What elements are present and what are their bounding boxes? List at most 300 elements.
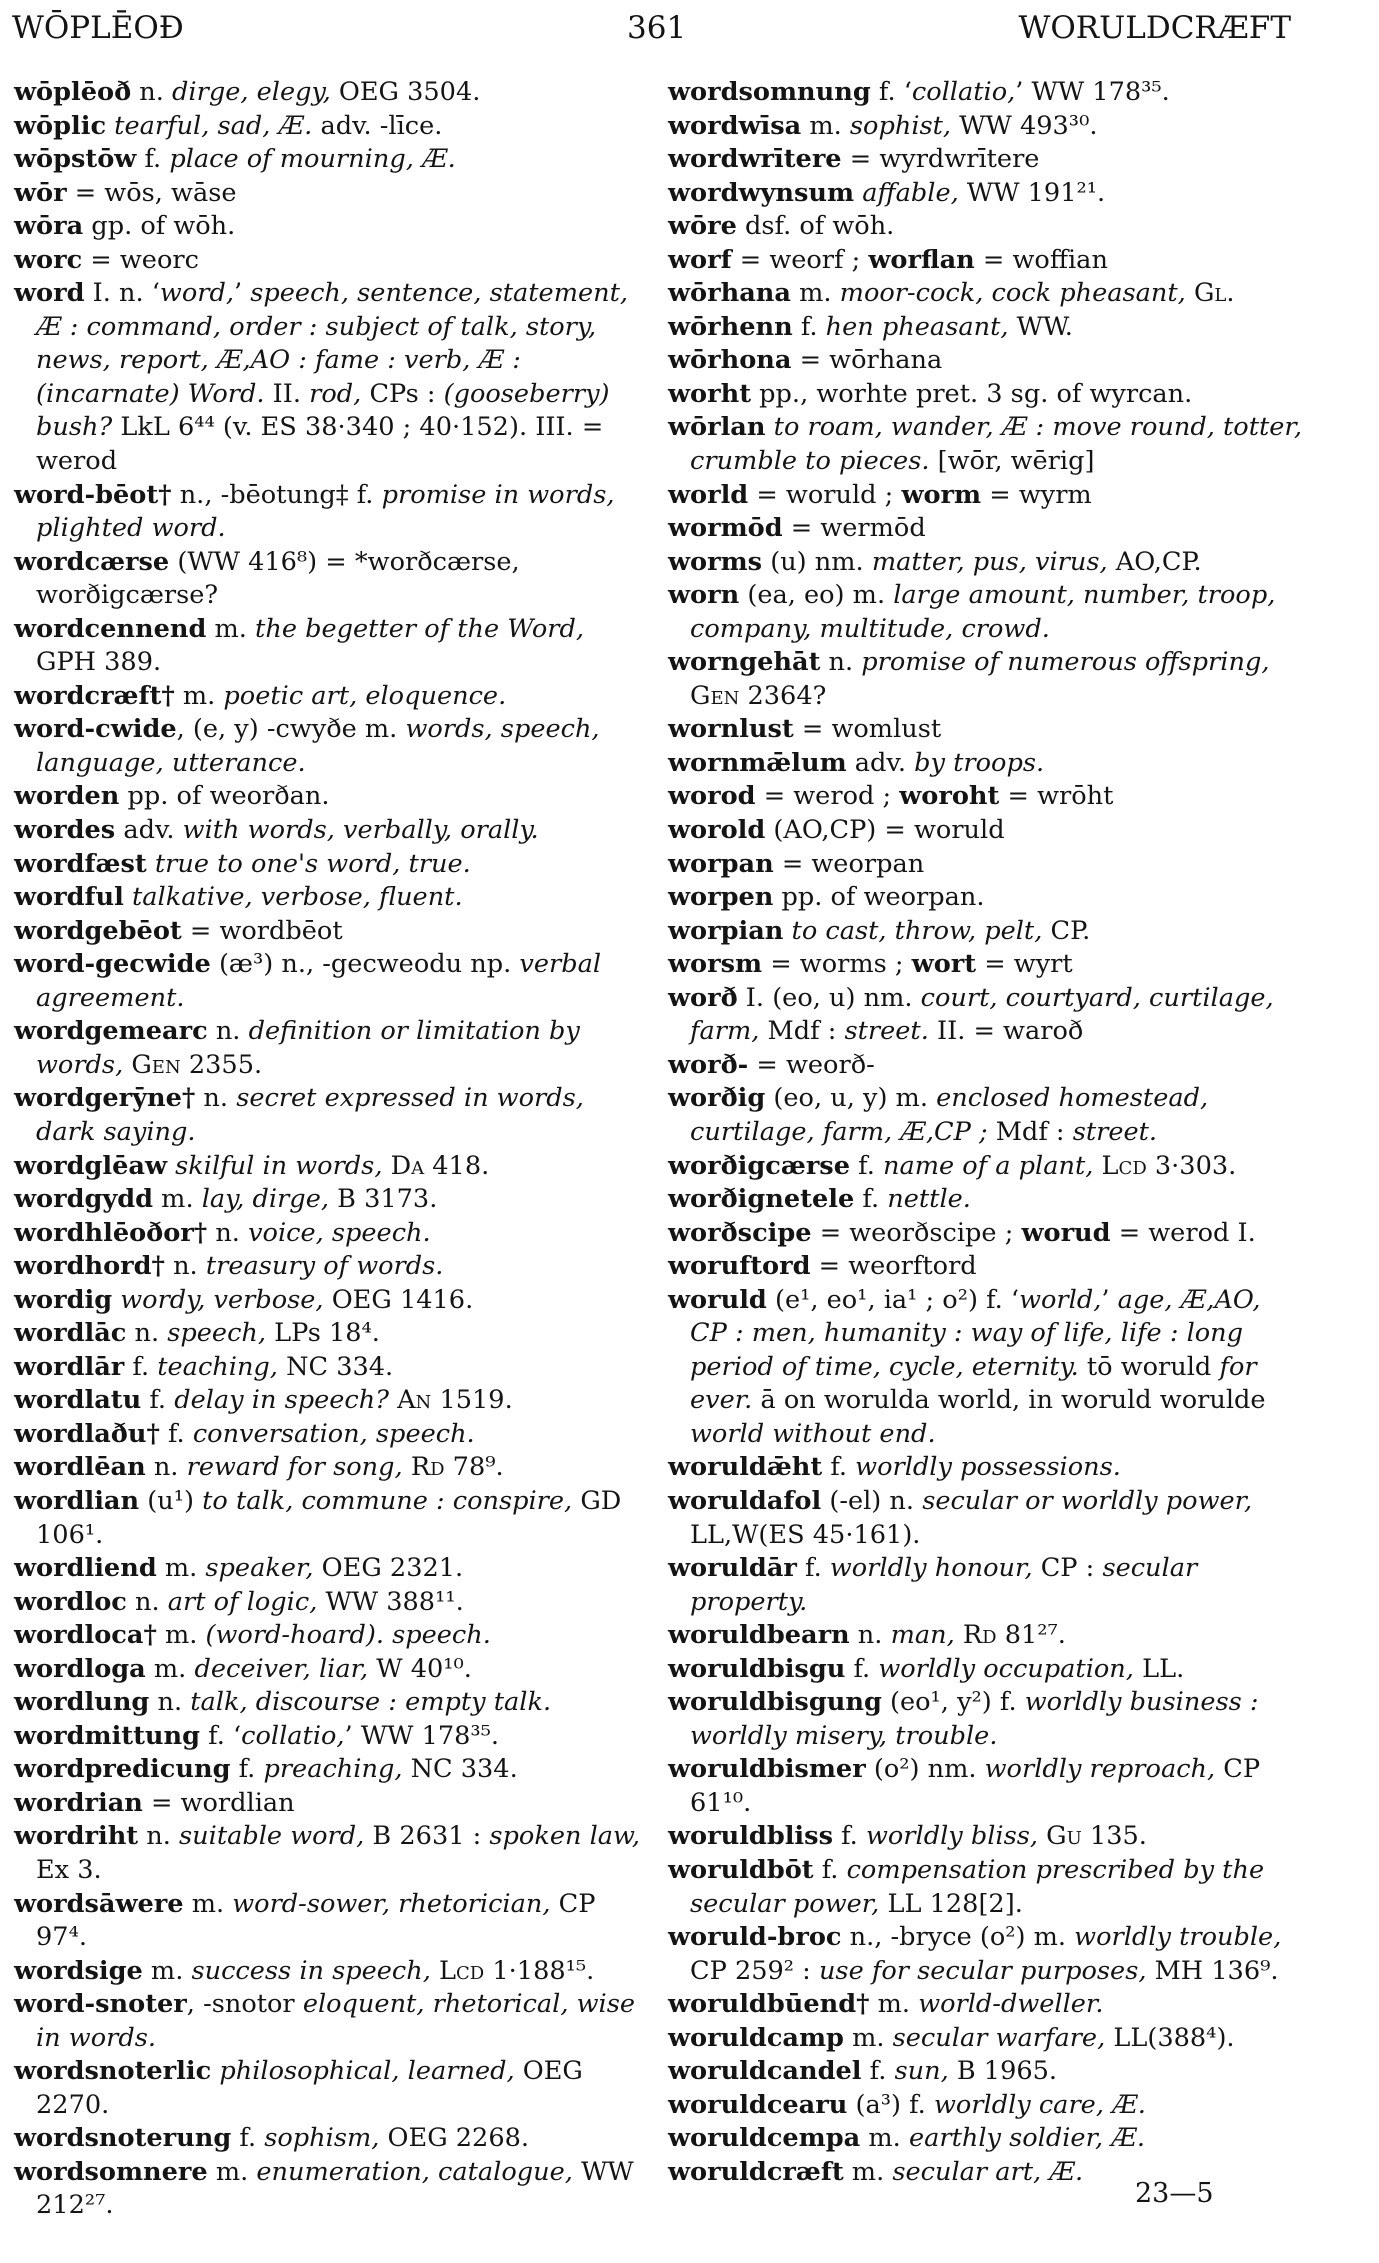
entry-text: f. <box>792 311 826 342</box>
entry-headword: worold <box>668 815 766 846</box>
dictionary-entry <box>14 1183 650 1217</box>
entry-headword: wordriht <box>14 1821 139 1852</box>
entry-text: LPs 18⁴. <box>266 1318 380 1349</box>
entry-text: = woffian <box>974 244 1108 275</box>
entry-text: = wyrm <box>981 479 1092 510</box>
entry-text: 1·188¹⁵. <box>484 1955 595 1986</box>
entry-text: LL,W(ES 45·161). <box>690 1519 921 1550</box>
entry-text: secret expressed in words, dark saying. <box>36 1083 584 1147</box>
entry-text: conversation, speech. <box>192 1418 475 1449</box>
entry-text: II. = waroð <box>928 1016 1084 1047</box>
entry-text: affable, <box>862 177 959 208</box>
right-column <box>668 76 1304 2189</box>
entry-headword: wordlian <box>14 1485 140 1516</box>
entry-text: sun, <box>894 2056 949 2087</box>
entry-text: , (e, y) -cwyðe m. <box>176 714 406 745</box>
entry-text: world, <box>1019 1284 1102 1315</box>
entry-text <box>147 849 155 879</box>
dictionary-entry <box>668 780 1304 814</box>
entry-text: MH 136⁹. <box>1146 1955 1279 1986</box>
entry-text: m. <box>174 680 224 711</box>
entry-headword: woruldbisgu <box>668 1653 846 1684</box>
dictionary-entry <box>14 881 650 915</box>
entry-text: WW 191²¹. <box>958 177 1106 208</box>
left-column <box>14 76 650 2223</box>
dictionary-entry <box>668 1854 1304 1921</box>
entry-headword: wordsāwere <box>14 1888 184 1919</box>
entry-headword: woruldcearu <box>668 2089 848 2120</box>
entry-text: f. <box>230 1754 264 1785</box>
entry-text: B 2631 : <box>364 1821 490 1852</box>
dictionary-entry <box>668 512 1304 546</box>
dictionary-entry <box>14 1787 650 1821</box>
entry-text: m. <box>207 2156 257 2187</box>
dictionary-entry <box>14 848 650 882</box>
entry-text: ’ <box>1101 1284 1118 1315</box>
entry-text: = wōs, wāse <box>66 177 237 208</box>
entry-text: street. <box>1072 1116 1158 1147</box>
entry-text: = wōrhana <box>791 345 943 376</box>
entry-text: worldly business : worldly misery, trouble. <box>690 1687 1259 1751</box>
entry-text: CP. <box>1042 915 1091 946</box>
entry-text: = weorð- <box>748 1049 875 1080</box>
entry-text: dirge, elegy, <box>172 77 331 107</box>
entry-headword: wordmittung <box>14 1720 201 1751</box>
entry-text: B 1965. <box>948 2056 1058 2087</box>
entry-headword: woruftord <box>668 1251 811 1282</box>
entry-headword: wōrhenn <box>668 311 793 342</box>
entry-headword: woruldbisgung <box>668 1687 882 1718</box>
entry-text: AO,CP. <box>1107 546 1202 577</box>
dictionary-entry <box>668 411 1304 478</box>
entry-text: speech, sentence, statement, Æ : command, order : subject of talk, story, news, report, Æ,AO : fame : verb, Æ : (incarnate) Word. <box>36 278 629 409</box>
entry-text: n. <box>126 1318 168 1349</box>
entry-text: secular or worldly power, <box>922 1485 1253 1516</box>
entry-text: place of mourning, Æ. <box>169 144 456 175</box>
entry-text: m. <box>801 110 850 141</box>
entry-text: talk, discourse : empty talk. <box>190 1687 552 1718</box>
entry-text: = weorðscipe ; <box>811 1217 1022 1248</box>
entry-text: ’ WW 178³⁵. <box>1015 77 1170 107</box>
dictionary-entry <box>668 1820 1304 1854</box>
dictionary-entry <box>14 613 650 680</box>
entry-text: OEG 3504. <box>330 77 481 107</box>
entry-headword: wōpstōw <box>14 144 137 175</box>
entry-text: = wyrt <box>976 949 1073 980</box>
entry-text: moor-cock, cock pheasant, <box>839 278 1186 309</box>
entry-text: f. <box>822 1452 856 1483</box>
entry-text: n. <box>138 1821 180 1852</box>
entry-headword: word-snoter <box>14 1989 187 2020</box>
entry-headword: wordgydd <box>14 1184 154 1215</box>
dictionary-entry <box>668 1183 1304 1217</box>
dictionary-entry <box>668 1250 1304 1284</box>
entry-headword: worðig <box>668 1083 766 1114</box>
entry-text: (eo¹, y²) f. <box>881 1687 1025 1718</box>
entry-headword: wōrhona <box>668 345 792 376</box>
entry-text: worldly reproach, <box>984 1754 1216 1785</box>
entry-text <box>766 412 774 442</box>
dictionary-entry <box>668 546 1304 580</box>
entry-text: = weorf ; <box>731 244 869 275</box>
entry-text: f. ‘ <box>870 77 912 107</box>
dictionary-entry <box>668 2055 1304 2089</box>
entry-text: n. <box>849 1620 891 1651</box>
dictionary-entry <box>668 747 1304 781</box>
entry-text: = woruld ; <box>748 479 902 510</box>
entry-headword: wordlaðu† <box>14 1418 160 1449</box>
entry-text: worldly possessions. <box>855 1452 1121 1483</box>
dictionary-entry <box>668 1686 1304 1753</box>
entry-text: CP 61¹⁰. <box>690 1754 1261 1818</box>
entry-text <box>167 1151 175 1181</box>
entry-headword: wordhlēoðor† <box>14 1217 208 1248</box>
entry-text: m. <box>142 1955 192 1986</box>
entry-text: f. <box>231 2123 265 2154</box>
entry-headword: woruldcamp <box>668 2022 844 2053</box>
entry-headword: woroht <box>899 781 1000 812</box>
entry-headword: wordgerȳne† <box>14 1083 196 1114</box>
entry-text: f. <box>861 2056 895 2087</box>
entry-headword: wōrlan <box>668 412 766 443</box>
dictionary-entry <box>668 881 1304 915</box>
entry-text: Mdf : <box>987 1116 1073 1147</box>
entry-headword: wordsomnung <box>668 77 871 107</box>
entry-headword: woruldafol <box>668 1485 822 1516</box>
entry-text: skilful in words, <box>175 1150 383 1181</box>
entry-text: adv. -līce. <box>312 110 443 141</box>
entry-text: f. <box>124 1351 158 1382</box>
entry-text: LkL 6⁴⁴ (v. ES 38·340 ; 40·152). III. = werod <box>36 412 604 477</box>
dictionary-entry <box>14 1619 650 1653</box>
entry-text: n. <box>131 77 173 107</box>
dictionary-entry <box>668 1552 1304 1619</box>
entry-text: n. <box>820 647 862 678</box>
entry-headword: wormōd <box>668 513 783 544</box>
dictionary-entry <box>668 2122 1304 2156</box>
entry-headword: wōrhana <box>668 278 791 309</box>
dictionary-entry <box>668 2022 1304 2056</box>
entry-headword: worngehāt <box>668 647 821 678</box>
entry-text: gp. of wōh. <box>83 211 236 242</box>
entry-text: to roam, wander, Æ : move round, totter, crumble to pieces. <box>690 412 1302 477</box>
entry-text: f. ‘ <box>200 1720 242 1751</box>
entry-text: = werod ; <box>755 781 900 812</box>
entry-text <box>1186 278 1194 308</box>
entry-text: pp. of weorpan. <box>773 882 985 913</box>
dictionary-entry <box>14 1418 650 1452</box>
entry-text: collatio, <box>241 1720 345 1751</box>
entry-text: CPs : <box>361 378 444 409</box>
dictionary-entry <box>14 110 650 144</box>
entry-headword: wordsnoterung <box>14 2123 232 2154</box>
entry-text: worldly honour, <box>829 1553 1033 1584</box>
dictionary-entry <box>668 1049 1304 1083</box>
entry-text <box>389 1385 397 1415</box>
entry-text: OEG 2270. <box>36 2056 583 2120</box>
entry-text: worldly care, Æ. <box>933 2089 1146 2120</box>
entry-text: m. <box>183 1888 233 1919</box>
dictionary-entry <box>14 713 650 780</box>
entry-headword: wordlatu <box>14 1385 142 1416</box>
dictionary-entry <box>668 1284 1304 1452</box>
entry-text: Lcd <box>1101 1150 1147 1181</box>
entry-text: WW. <box>1008 311 1073 342</box>
entry-text: = womlust <box>793 714 942 745</box>
entry-headword: wōr <box>14 177 67 208</box>
entry-text: LL 128[2]. <box>879 1888 1023 1919</box>
entry-text: nettle. <box>887 1184 971 1215</box>
signature-mark: 23—5 <box>1135 2178 1214 2209</box>
entry-headword: wordwrītere <box>668 144 842 175</box>
entry-text: OEG 2268. <box>379 2123 530 2154</box>
entry-headword: wordcennend <box>14 613 207 644</box>
entry-headword: wordloga <box>14 1653 146 1684</box>
entry-text: m. <box>843 2022 893 2053</box>
entry-headword: wordes <box>14 815 116 846</box>
dictionary-entry <box>14 1988 650 2055</box>
dictionary-entry <box>668 848 1304 882</box>
dictionary-entry <box>668 814 1304 848</box>
entry-text: f. <box>136 144 170 175</box>
dictionary-entry <box>14 1888 650 1955</box>
dictionary-entry <box>668 378 1304 412</box>
entry-headword: worsm <box>668 949 763 980</box>
entry-text: WW 493³⁰. <box>951 110 1098 141</box>
entry-headword: wort <box>911 949 977 980</box>
entry-text: = worms ; <box>762 949 912 980</box>
dictionary-entry <box>14 177 650 211</box>
entry-text: to cast, throw, pelt, <box>791 915 1043 946</box>
entry-headword: worf <box>668 244 732 275</box>
entry-text: (AO,CP) = woruld <box>765 815 1005 846</box>
entry-headword: woruldbismer <box>668 1754 866 1785</box>
entry-headword: wordliend <box>14 1553 157 1584</box>
dictionary-entry <box>14 1753 650 1787</box>
dictionary-entry <box>14 814 650 848</box>
entry-text: by troops. <box>914 747 1045 778</box>
entry-headword: wordsomnere <box>14 2156 208 2187</box>
dictionary-entry <box>668 646 1304 713</box>
entry-headword: worð <box>668 982 738 1013</box>
entry-headword: worms <box>668 546 763 577</box>
entry-text: I. n. ‘ <box>84 278 160 309</box>
dictionary-entry <box>14 2122 650 2156</box>
dictionary-entry <box>668 177 1304 211</box>
entry-headword: wordlēan <box>14 1452 146 1483</box>
dictionary-entry <box>668 143 1304 177</box>
entry-text: enumeration, catalogue, <box>256 2156 573 2187</box>
entry-text: talkative, verbose, fluent. <box>131 882 463 913</box>
entry-headword: worden <box>14 781 120 812</box>
entry-headword: wordwynsum <box>668 177 855 208</box>
entry-headword: wordig <box>14 1284 113 1315</box>
dictionary-entry <box>14 244 650 278</box>
dictionary-entry <box>668 244 1304 278</box>
entry-text <box>854 178 862 208</box>
dictionary-entry <box>668 1921 1304 1988</box>
dictionary-entry <box>14 1351 650 1385</box>
entry-text: ’ <box>233 278 251 309</box>
entry-text: deceiver, liar, <box>194 1653 369 1684</box>
entry-text: (æ³) n., -gecweodu np. <box>210 949 520 980</box>
dictionary-entry <box>14 277 650 478</box>
entry-text: 81²⁷. <box>996 1620 1066 1651</box>
dictionary-entry <box>14 1955 650 1989</box>
entry-text: Gl. <box>1193 278 1235 309</box>
entry-headword: wordful <box>14 882 124 913</box>
dictionary-entry <box>668 210 1304 244</box>
entry-headword: wordwīsa <box>668 110 802 141</box>
dictionary-entry <box>14 1653 650 1687</box>
dictionary-entry <box>14 1552 650 1586</box>
entry-text: secular property. <box>690 1553 1198 1617</box>
dictionary-entry <box>14 1284 650 1318</box>
entry-text: 2364? <box>739 680 827 711</box>
entry-text: to talk, commune : conspire, <box>202 1485 573 1516</box>
entry-text: f. <box>845 1653 879 1684</box>
dictionary-entry <box>14 546 650 613</box>
entry-headword: woruldār <box>668 1553 797 1584</box>
entry-text: = weorpan <box>773 848 925 879</box>
entry-text: street. <box>844 1016 929 1047</box>
entry-text: treasury of words. <box>205 1251 444 1282</box>
entry-text: GPH 389. <box>36 647 162 678</box>
entry-text: W 40¹⁰. <box>368 1653 472 1684</box>
entry-text: name of a plant, <box>882 1150 1094 1181</box>
dictionary-entry <box>668 1082 1304 1149</box>
entry-text: adv. <box>846 747 915 778</box>
entry-headword: woruldcempa <box>668 2123 861 2154</box>
entry-headword: worn <box>668 580 740 611</box>
entry-text: age, Æ,AO, CP : men, humanity : way of life, life : long period of time, cycle, eternity. <box>690 1284 1261 1382</box>
entry-text: f. <box>832 1821 866 1852</box>
entry-text: earthly soldier, Æ. <box>908 2123 1146 2154</box>
entry-text: = wordlian <box>142 1787 295 1818</box>
entry-text: lay, dirge, <box>201 1184 329 1215</box>
entry-headword: worht <box>668 378 752 409</box>
dictionary-entry <box>14 1015 650 1082</box>
entry-headword: wordsnoterlic <box>14 2056 212 2087</box>
entry-headword: wōre <box>668 211 737 242</box>
entry-headword: wordhord† <box>14 1251 165 1282</box>
entry-text: Gen <box>690 680 740 711</box>
entry-headword: woruldcræft <box>668 2156 844 2187</box>
entry-text <box>431 1956 439 1986</box>
entry-text: poetic art, eloquence. <box>223 680 507 711</box>
entry-headword: world <box>668 479 749 510</box>
entry-text: for ever. <box>690 1351 1257 1416</box>
dictionary-entry <box>668 915 1304 949</box>
entry-text: ā on worulda world, in woruld worulde <box>752 1385 1266 1416</box>
entry-headword: woruld <box>668 1284 767 1315</box>
entry-text: rod, <box>309 378 362 409</box>
entry-headword: wordloca† <box>14 1620 157 1651</box>
entry-text <box>1038 1821 1046 1851</box>
dictionary-entry <box>668 982 1304 1049</box>
dictionary-entry <box>14 1820 650 1887</box>
entry-headword: worpan <box>668 848 774 879</box>
entry-text: An <box>397 1385 432 1416</box>
entry-text: pp., worhte pret. 3 sg. of wyrcan. <box>751 378 1193 409</box>
entry-text: Lcd <box>439 1955 485 1986</box>
entry-text: use for secular purposes, <box>818 1955 1147 1986</box>
entry-text: secular art, Æ. <box>892 2156 1084 2187</box>
entry-text: sophism, <box>264 2123 380 2154</box>
entry-text <box>124 882 132 912</box>
entry-text: m. <box>145 1653 195 1684</box>
entry-text: LL. <box>1133 1653 1185 1684</box>
entry-text: GD 106¹. <box>36 1485 622 1550</box>
entry-text: worldly trouble, <box>1074 1922 1282 1953</box>
dictionary-entry <box>14 210 650 244</box>
dictionary-entry <box>668 1150 1304 1184</box>
entry-text: verbal agreement. <box>36 949 602 1013</box>
entry-text: m. <box>156 1620 206 1651</box>
entry-text: secular warfare, <box>892 2022 1106 2053</box>
entry-headword: woruld-broc <box>668 1922 842 1953</box>
entry-text: = wrōht <box>999 781 1114 812</box>
entry-text: Ex 3. <box>36 1854 102 1885</box>
entry-text: OEG 1416. <box>323 1284 474 1315</box>
entry-headword: worm <box>901 479 982 510</box>
entry-text: large amount, number, troop, company, multitude, crowd. <box>690 580 1276 644</box>
entry-headword: wordlāc <box>14 1318 127 1349</box>
entry-text: Mdf : <box>759 1016 845 1047</box>
entry-text: = wyrdwrītere <box>841 144 1040 175</box>
dictionary-entry <box>14 1485 650 1552</box>
entry-text: 418. <box>424 1150 490 1181</box>
entry-text: CP 97⁴. <box>36 1888 596 1953</box>
entry-text: f. <box>796 1553 830 1584</box>
header-left-guideword: WŌPLĒOÐ <box>12 10 184 46</box>
entry-text <box>783 916 791 946</box>
entry-headword: worpen <box>668 882 774 913</box>
entry-headword: worð- <box>668 1049 749 1080</box>
dictionary-entry <box>668 948 1304 982</box>
entry-text: = werod I. <box>1110 1217 1256 1248</box>
entry-text: true to one's word, true. <box>154 848 471 879</box>
entry-text: definition or limitation by words, <box>36 1016 580 1080</box>
entry-text: f. <box>141 1385 175 1416</box>
entry-text <box>1093 1151 1101 1181</box>
dictionary-entry <box>14 1317 650 1351</box>
entry-text: sophist, <box>849 110 952 141</box>
dictionary-entry <box>14 1217 650 1251</box>
dictionary-entry <box>14 2156 650 2223</box>
entry-text: tō woruld <box>1078 1351 1220 1382</box>
entry-text: 1519. <box>431 1385 513 1416</box>
entry-text: B 3173. <box>328 1184 438 1215</box>
entry-text: f. <box>813 1854 847 1885</box>
dictionary-entry <box>14 143 650 177</box>
entry-headword: wordfæst <box>14 848 147 879</box>
entry-headword: wordlung <box>14 1687 150 1718</box>
entry-text: OEG 2321. <box>313 1553 464 1584</box>
entry-headword: wornmǣlum <box>668 747 847 778</box>
dictionary-entry <box>14 680 650 714</box>
entry-text: f. <box>159 1418 193 1449</box>
dictionary-entry <box>668 1451 1304 1485</box>
entry-text <box>955 1620 963 1650</box>
entry-text: CP 259² : <box>690 1955 819 1986</box>
entry-text: n. <box>149 1687 191 1718</box>
entry-text: LL(388⁴). <box>1105 2022 1235 2053</box>
entry-text: Rd <box>962 1620 997 1651</box>
entry-headword: woruldǣht <box>668 1452 823 1483</box>
entry-text: (word-hoard). speech. <box>205 1620 491 1651</box>
entry-text: (e¹, eo¹, ia¹ ; o²) f. ‘ <box>766 1284 1020 1315</box>
